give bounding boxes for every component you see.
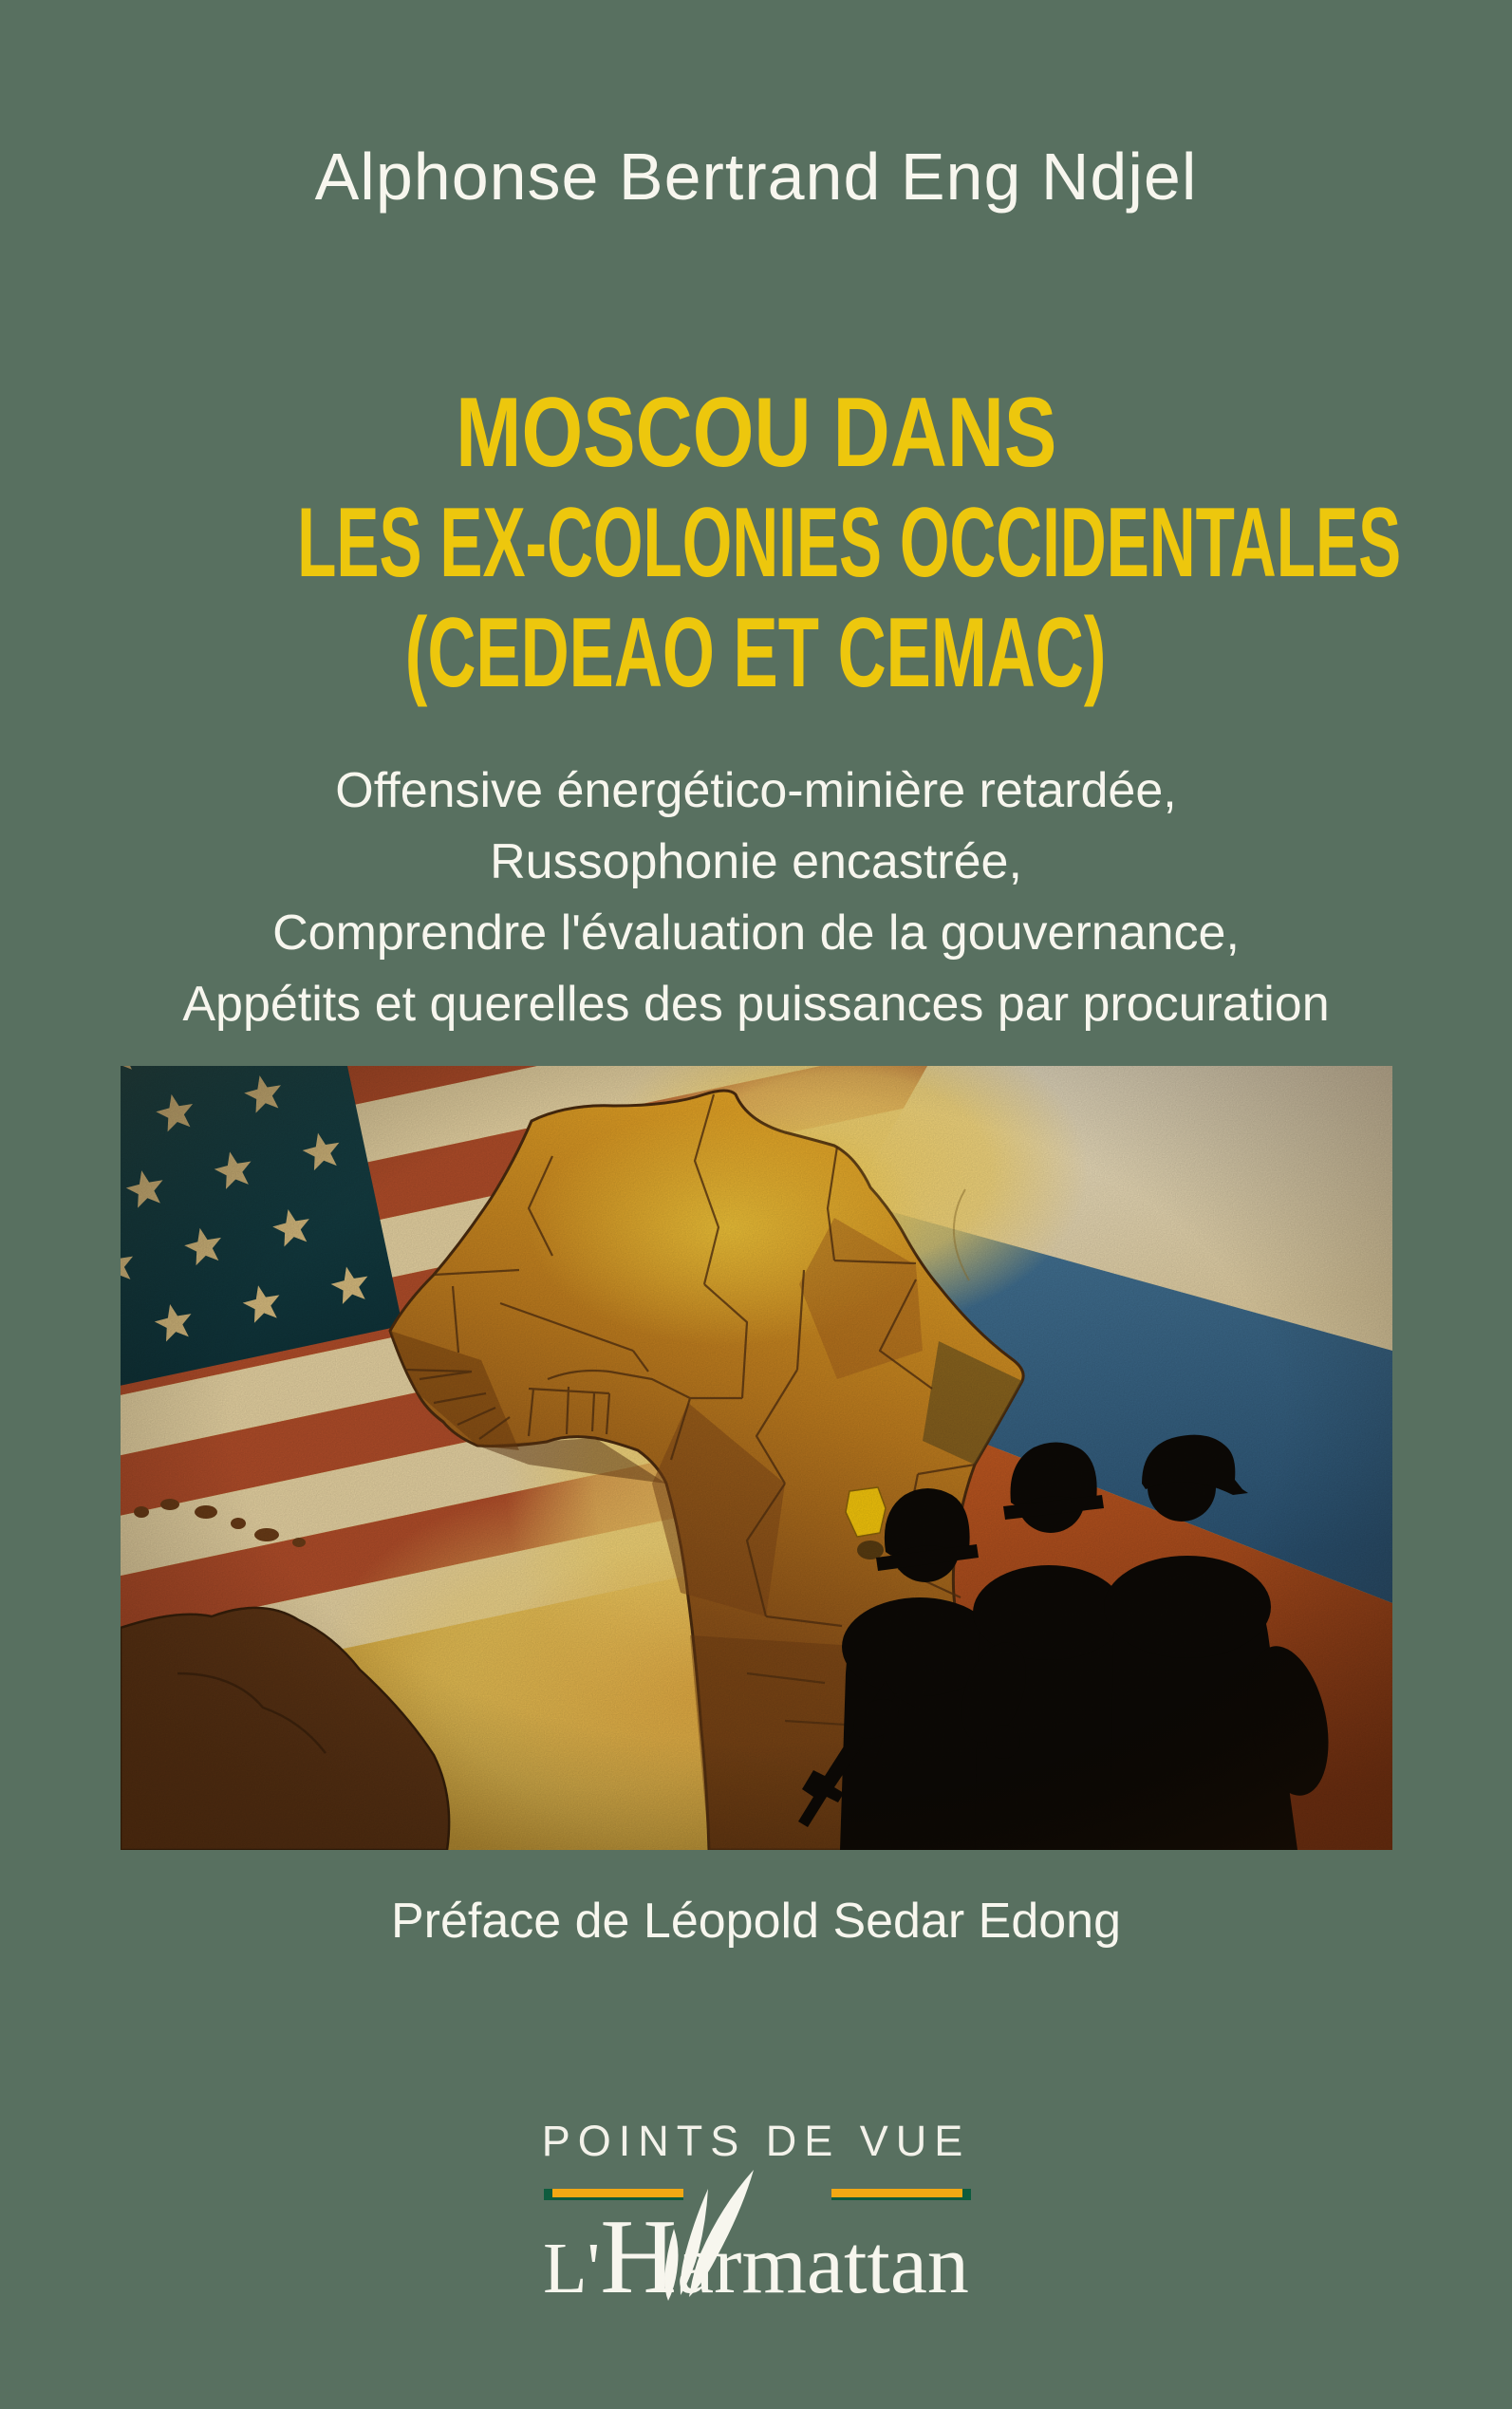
subtitle-line-3: Comprendre l'évaluation de la gouvernance, [272,906,1240,961]
cover-artwork [121,1066,1392,1850]
divider-cap-left [544,2189,552,2200]
title-line-2: LES EX-COLONIES OCCIDENTALES [297,488,1402,598]
publisher-wordmark-rest: armattan [677,2219,969,2311]
subtitle-line-1: Offensive énergético-minière retardée, [335,763,1177,818]
book-title [0,378,1512,708]
collection-divider-right [831,2189,962,2200]
divider-cap-right [962,2189,971,2200]
author-name: Alphonse Bertrand Eng Ndjel [314,140,1198,214]
title-line-3: (CEDEAO ET CEMAC) [405,598,1107,708]
cover-artwork-illustration [121,1066,1392,1850]
subtitle [0,756,1512,1040]
collection-name: POINTS DE VUE [541,2117,971,2165]
preface-credit: Préface de Léopold Sedar Edong [390,1894,1122,1949]
subtitle-line-2: Russophonie encastrée, [490,834,1022,889]
vignette-overlay [121,1066,1392,1850]
publisher-wordmark-l: L' [543,2229,601,2308]
publisher-logo [0,2198,1512,2316]
title-line-1: MOSCOU DANS [455,378,1057,488]
subtitle-line-4: Appétits et querelles des puissances par procuration [182,977,1330,1032]
publisher-wordmark-h: H [600,2198,678,2316]
